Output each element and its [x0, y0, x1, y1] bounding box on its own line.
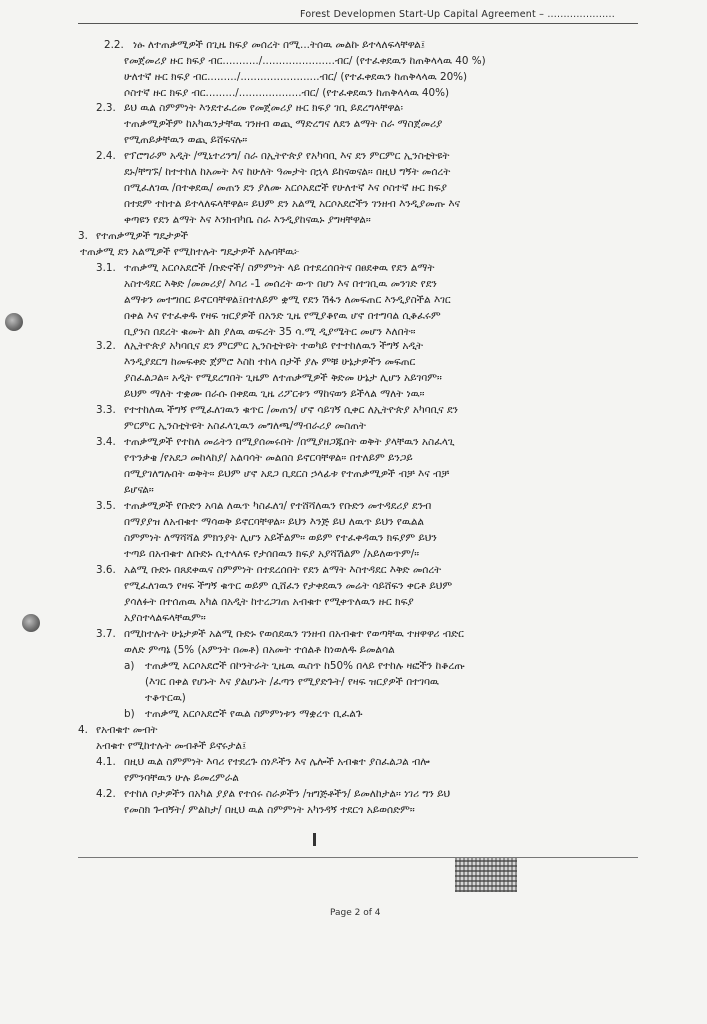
list-item-line: ተጠቃሚ አርሶአደሮች የዉል ስምምነቱን ማቋረጥ ቢፈልጉ [145, 708, 363, 720]
clause-line: አልሚ ቡድኑ በጸደቀዉና ስምምነት በተደረሰበት የደን ልማት እስተዳደር እቅድ መሰረት [124, 564, 442, 576]
punch-hole-upper [5, 313, 23, 331]
list-item-line: ተቆጥርዉ) [145, 692, 186, 704]
page-header: Forest Developmen Start-Up Capital Agreement – ..................... [300, 9, 615, 20]
clause-line: በሚፈለገዉ /በተቀደዉ/ መጠን ደን ያለሙ አርሶአደሮች የሁለተኛ እና ሶስተኛ ዙር ክፍያ [124, 182, 447, 194]
header-rule [78, 23, 638, 24]
clause-number: 3.1. [96, 262, 116, 274]
section-intro: ተጠቃሚ ደን አልሚዎች የሚከተሉት ግዴታዎች አሉባቸዉ፦ [80, 246, 300, 258]
list-marker: b) [124, 708, 135, 720]
clause-line: በማያያዝ ለአብቁተ ማሳወቅ ይኖርባቸዋል። ይህን እንጅ ይህ ለዉጥ ይህን የዉልል [124, 516, 425, 528]
clause-number: 3.5. [96, 500, 116, 512]
clause-line: የምንባቸዉን ሁሉ ይመረምራል [124, 772, 239, 784]
clause-number: 3.3. [96, 404, 116, 416]
clause-line: የተከለ ቦታዎችን በአካል ያያል የተሰሩ ስራዎችን /ዝግጅቶችን/ ይመለከታል። ነገሪ ግን ይህ [124, 788, 451, 800]
clause-line: በሚያገለግሉበት ወቅት። ይህም ሆኖ አደጋ ቢደርስ ኃላፊቱ የተጠቃሚዎች ብቻ እና ብቻ [124, 468, 450, 480]
section-title: የተጠቃሚዎች ግዴታዎች [96, 230, 189, 242]
clause-line: ይህ ዉል ስምምነት እንደተፈረመ የመጀመሪያ ዙር ክፍያ ገቢ ይደረግላቸዋል፡ [124, 102, 403, 114]
clause-number: 3.6. [96, 564, 116, 576]
clause-line: ተጠቃሚዎች የቡድን አባል ለዉጥ ካስፈለገ/ የተሸሻለዉን የቡድን መተዳደሪያ ደንብ [124, 500, 432, 512]
clause-line: የሚጠይቃቸዉን ወጪ ይሸፍናሉ። [124, 134, 248, 146]
margin-mark [313, 833, 316, 846]
clause-line: የተተከለዉ ችግኝ የሚፈለገዉን ቁጥር /መጠን/ ሆኖ ሳይገኝ ሲቀር ለኢትዮጵያ አካባቢና ደን [124, 404, 458, 416]
clause-number: 2.3. [96, 102, 116, 114]
clause-line: ይህም ማለት ተቋሙ በራሱ በቀደዉ ጊዜ ሪፖርቱን ማከናወን ይችላል ማለት ነዉ። [124, 388, 425, 400]
clause-line: ሶስተኛ ዙር ክፍያ ብር........./...................ብር/ (የተፈቀደዉን ከጠቅላላዉ 40%) [124, 87, 450, 99]
section-number: 3. [78, 230, 88, 242]
section-title: የአብቁተ መብት [96, 724, 158, 736]
clause-line: የመስክ ጉብኝት/ ምልከታ/ በዚህ ዉል ስምምነት አካንዳኝ ተደርጎ አይወሰድም። [124, 804, 415, 816]
clause-line: እንዲያደርግ ከመፍቀድ ጀምሮ እስከ ተከላ በታች ያሉ ምቹ ሁኔታዎችን መፍጠር [124, 356, 416, 368]
section-intro: አብቁተ የሚከተሉት መብቶች ይኖሩታል፤ [96, 740, 247, 752]
clause-line: ነፁ ለተጠቃሚዎች በጊዜ ክፍያ መሰረት በሚ...ትሰዉ መልኩ ይተላለፍላቸዋል፤ [133, 39, 425, 51]
clause-number: 2.2. [104, 39, 124, 51]
clause-line: ቀጣዩን የደን ልማት እና እንክብካቤ ስራ እንዲያከናዉኑ ያግዛቸዋል። [124, 214, 371, 226]
clause-line: ስምምነት ለማሻሻል ምክንያት ሊሆን አይችልም። ወይም የተፈቀዳዉን ክፍያም ይህን [124, 532, 437, 544]
clause-line: ቢያንስ በደረት ቁመት ልክ ያለዉ ወፍረት 35 ሳ.ሚ ዲያሜትር መሆን እለበት። [124, 326, 416, 338]
clause-line: በሚከተሉት ሁኔታዎች አልሚ ቡድኑ የወሰደዉን ገንዘብ በአብቁተ የወጣቸዉ ተዘዋዋሪ ብድር [124, 628, 464, 640]
clause-line: ሁለተኛ ዙር ክፍያ ብር........./........................ብር/ (የተፈቀደዉን ከጠቅላላዉ 20%) [124, 71, 468, 83]
list-marker: a) [124, 660, 135, 672]
clause-number: 3.2. [96, 340, 116, 352]
clause-line: ተጠቃሚ አርሶአደሮች /ቡድኖች/ ስምምነት ላይ በተደረሰበትና በፀደቀዉ የደን ልማት [124, 262, 435, 274]
punch-hole-lower [22, 614, 40, 632]
clause-line: ለኢትዮጵያ አካባቢና ደን ምርምር ኢንስቲትዩት ተወካይ የተተከለዉን ችግኝ አዲት [124, 340, 424, 352]
clause-line: አስተዳደር እቅድ /መመሪያ/ እባሪ -1 መሰረት ውጥ በሆነ እና በተገቢዉ መንገድ የደን [124, 278, 437, 290]
clause-line: ወለድ ምጣኔ (5% (አምንት በመቶ) በአመት ተሰልቶ ከነወለዱ ይመልሳል [124, 644, 395, 656]
clause-line: ያስፈልጋል። አዲት የሚደረግበት ጊዜም ለተጠቃሚዎች ቅድመ ሁኔታ ሊሆን አይገባም። [124, 372, 442, 384]
clause-line: አያስተላልፍላቸዉም። [124, 612, 206, 624]
clause-number: 4.1. [96, 756, 116, 768]
clause-line: ደኑ/ቸግኙ/ ከተተከለ ከአመት እና ከሁለት ዓመታት በኋላ ይከናወናል። በዚህ ግኝት መሰረት [124, 166, 451, 178]
list-item-line: ተጠቃሚ አርሶአደሮች በኮንትራት ጊዜዉ ዉስጥ ከ50% በላይ የተከሉ ዛፎችን ከቆረጡ [145, 660, 465, 672]
clause-number: 4.2. [96, 788, 116, 800]
clause-line: የሚፈለገዉን የዛፍ ችግኝ ቁጥር ወይም ሲሸፈን የታቀደዉን መሬት ሳይሸፍን ቀርቶ ይህም [124, 580, 453, 592]
clause-line: ተጣይ በአብቁተ ለቡድኑ ሲተላለፍ የታሰበዉን ክፍያ አያሻሽልም /አይለወጥም/። [124, 548, 420, 560]
clause-number: 2.4. [96, 150, 116, 162]
clause-line: ልማቱን መተግበር ይኖርባቸዋል፤በተለይም ቋሚ የደን ሽፋን ለመፍጠር እንዲያስችል እገር [124, 294, 451, 306]
clause-line: ምርምር ኢንስቲትዩት አስፈላጊዉን መግለጫ/ማብራሪያ መስጠት [124, 420, 366, 432]
page-number: Page 2 of 4 [330, 908, 381, 918]
clause-line: የጥንቃቄ /የአደጋ መከላከያ/ አልባሳት መልበስ ይኖርባቸዋል። በተለይም ይንጋይ [124, 452, 413, 464]
clause-line: ያሳለፉት በተሰጠዉ አካል በአዲት ከተረጋገጠ አብቁተ የሚቀጥለዉን ዙር ክፍያ [124, 596, 414, 608]
clause-line: በዚህ ዉል ስምምነት እባሪ የተደረጉ ሰነዶችን እና ሌሎች አብቁተ ያስፈልጋል ብሎ [124, 756, 430, 768]
clause-line: በተደም ተከተል ይተላለፍላቸዋል። ይህም ደን አልሚ አርሶአደሮችን ገንዘብ እንዲያመጡ እና [124, 198, 461, 210]
clause-line: ተጠቃሚዎችም ከአካዉንታቸዉ ገንዘብ ወጪ ማድረግና ለደን ልማት ስራ ማስጀመሪያ [124, 118, 443, 130]
clause-line: ተጠቃሚዎች የተከለ መሬትን በሚያሰመሩበት /በሚያዘጋጁበት ወቅት ያላቸዉን አስፈላጊ [124, 436, 455, 448]
clause-number: 3.7. [96, 628, 116, 640]
clause-line: የመጀመሪያ ዙር ክፍያ ብር.........../......................ብር/ (የተፈቀደዉን ከጠቅላላዉ 40 %) [124, 55, 486, 67]
clause-line: በቀል እና የተፈቀዱ የዛፍ ዝርያዎች በአንድ ጊዜ የሚያቆየዉ ሆኖ በተግባል ሲቆፈሩም [124, 310, 441, 322]
section-number: 4. [78, 724, 88, 736]
clause-line: ይሆናል። [124, 484, 154, 496]
footer-rule [78, 857, 638, 858]
clause-number: 3.4. [96, 436, 116, 448]
clause-line: የፕሮግራም አዲት /ሚኒተሪንግ/ ስራ በኢትዮጵያ የአካባቢ እና ደን ምርምር ኢንስቲትዩት [124, 150, 450, 162]
list-item-line: (እገር በቀል የሆኑት እና ያልሆኑት /ፈጣን የሚያድጉት/ የዛፍ ዝርያዎች በተገባዉ [145, 676, 439, 688]
qr-code-stamp [455, 858, 517, 892]
